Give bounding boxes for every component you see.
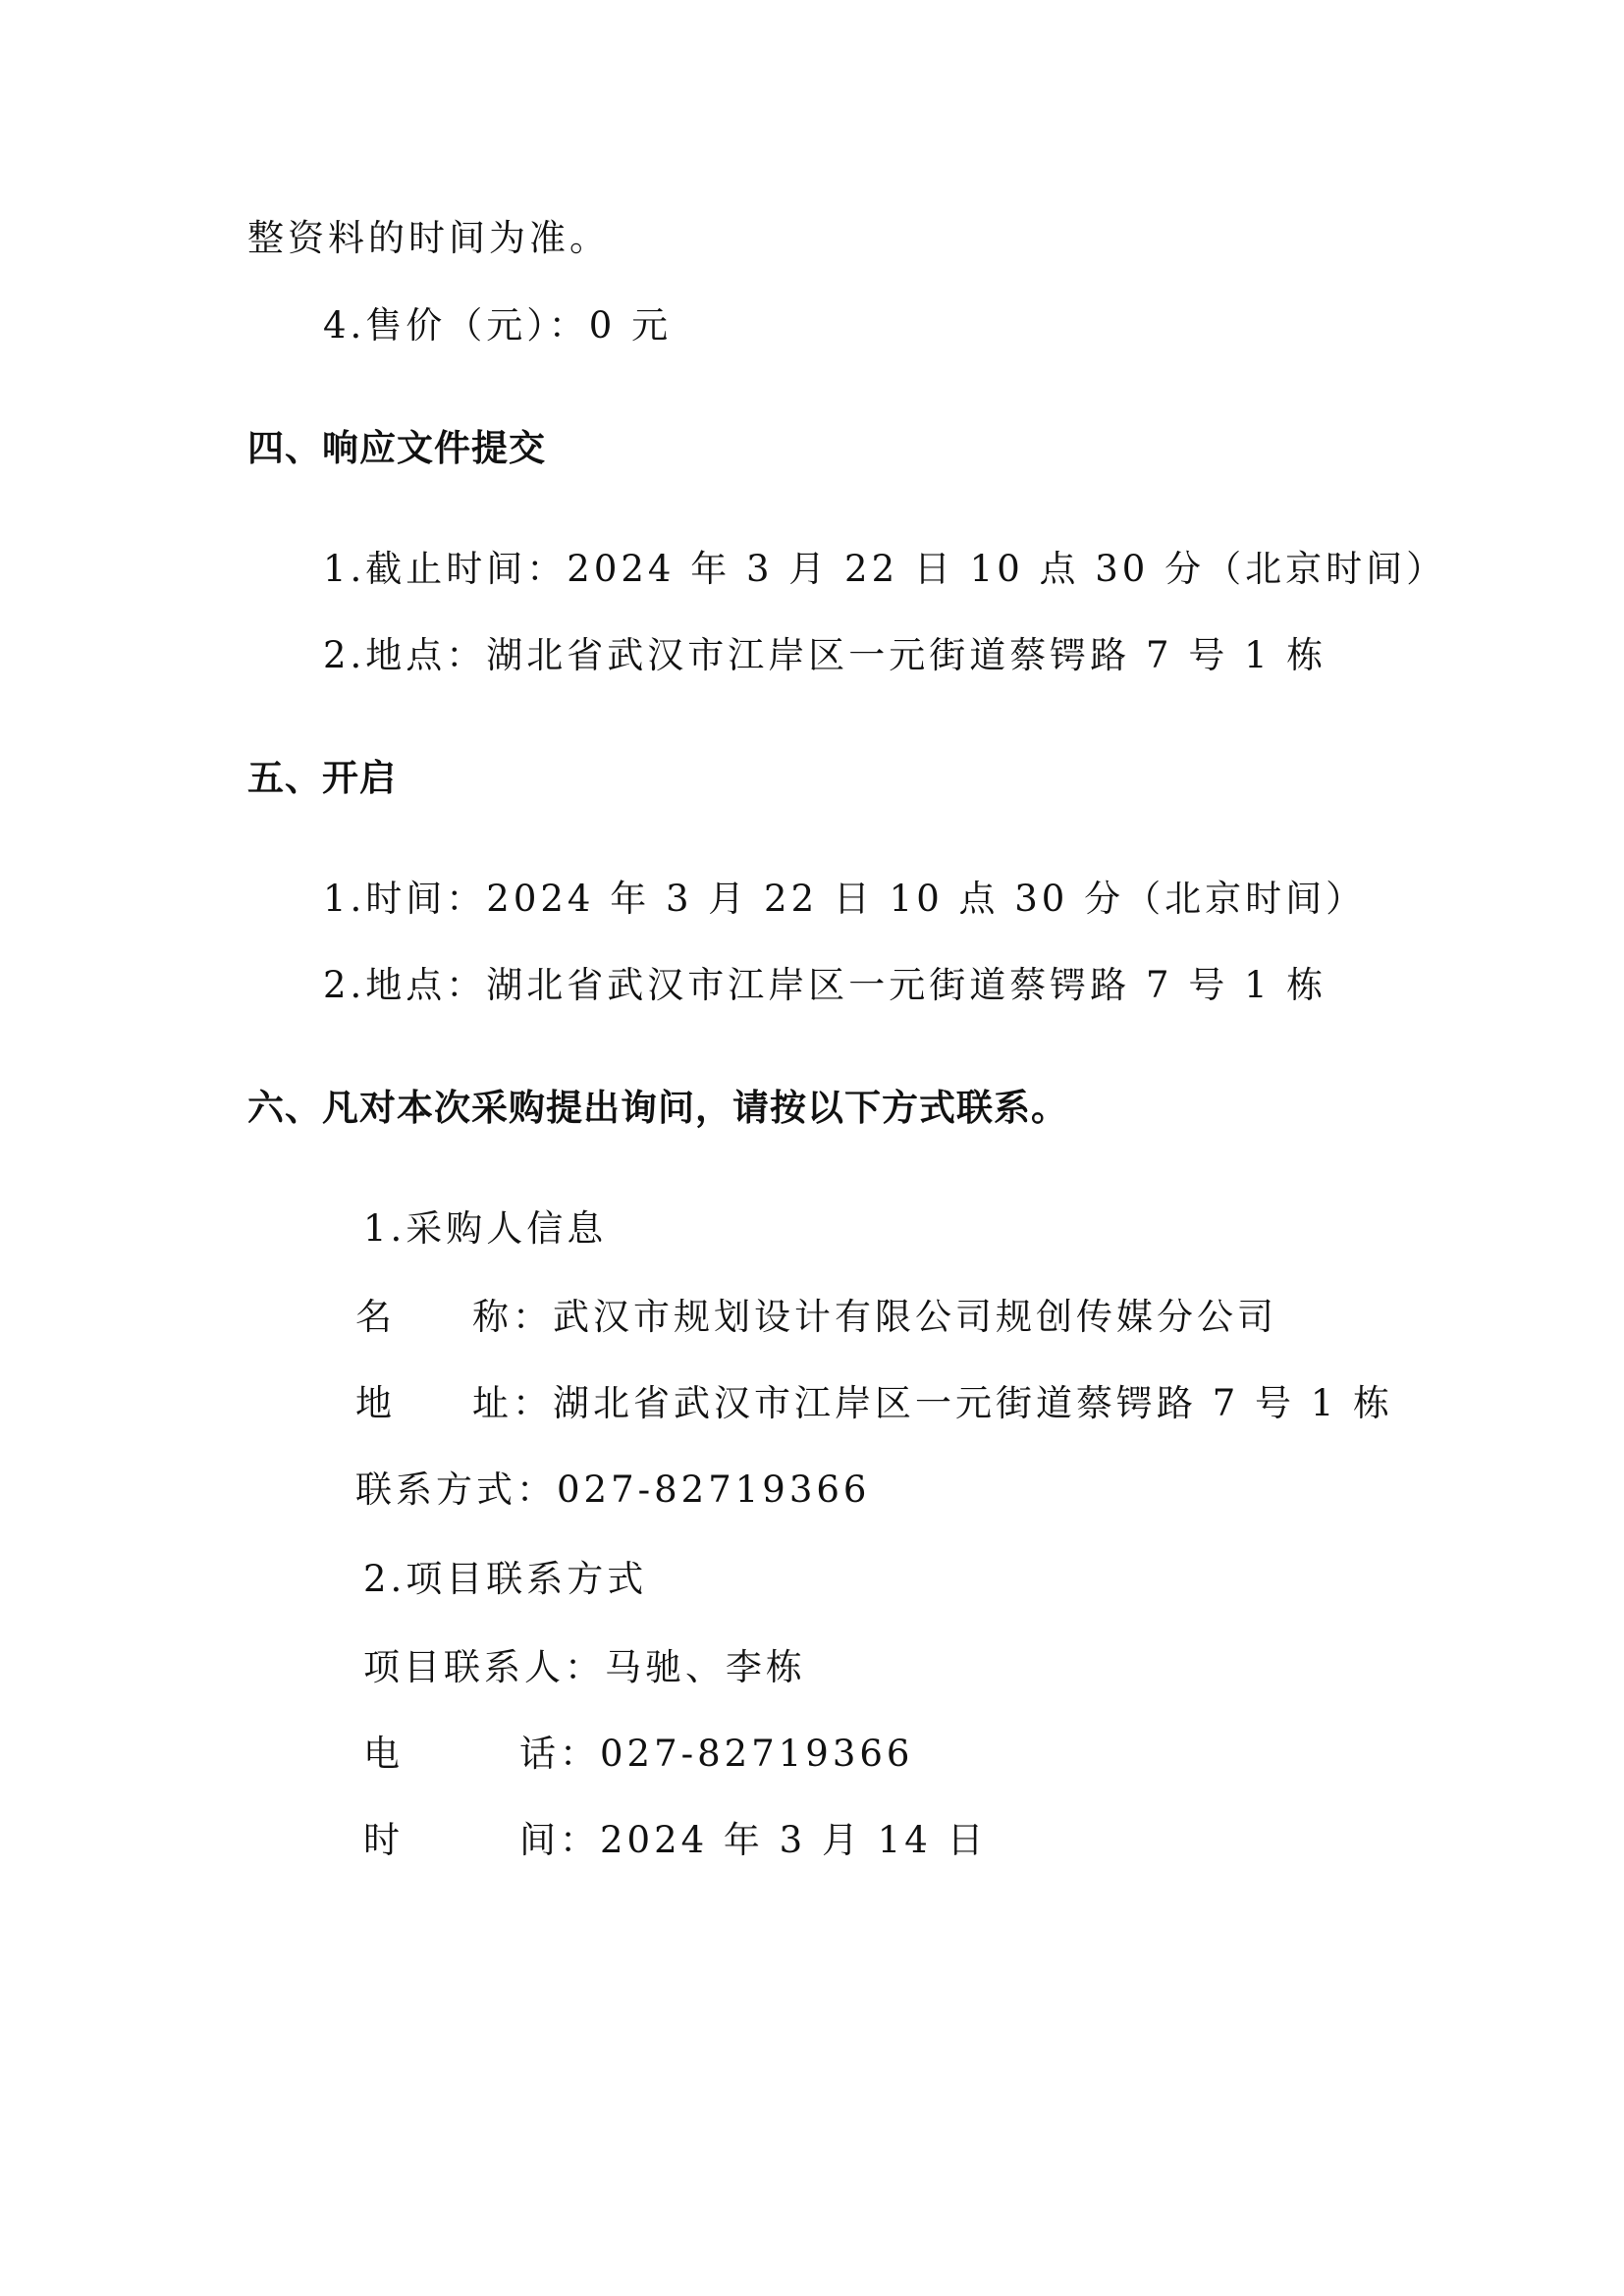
purchaser-info-title: 1.采购人信息 — [363, 1207, 608, 1250]
purchaser-name-row — [355, 1293, 1277, 1342]
purchaser-name-value: 武汉市规划设计有限公司规创传媒分公司 — [553, 1296, 1277, 1338]
purchaser-address-label-b: 址： — [472, 1382, 553, 1424]
project-contact-title: 2.项目联系方式 — [363, 1558, 648, 1600]
project-phone-value: 027-82719366 — [600, 1733, 914, 1775]
section-heading-submission: 四、响应文件提交 — [247, 427, 546, 469]
section-heading-contact: 六、凡对本次采购提出询问，请按以下方式联系。 — [247, 1087, 1068, 1129]
purchaser-contact-row — [355, 1466, 870, 1515]
project-date-label-b: 间： — [519, 1819, 600, 1861]
project-date-value: 2024 年 3 月 14 日 — [600, 1819, 988, 1861]
submission-location: 2.地点：湖北省武汉市江岸区一元街道蔡锷路 7 号 1 栋 — [323, 634, 1327, 676]
project-person-label: 项目联系人： — [363, 1646, 605, 1688]
project-person-value: 马驰、李栋 — [605, 1646, 806, 1688]
project-phone-label-b: 话： — [519, 1733, 600, 1775]
section-heading-opening: 五、开启 — [247, 757, 397, 799]
purchaser-address-label-a: 地 — [355, 1382, 396, 1424]
opening-time: 1.时间：2024 年 3 月 22 日 10 点 30 分（北京时间） — [323, 878, 1367, 920]
purchaser-name-label-a: 名 — [355, 1296, 396, 1338]
opening-location: 2.地点：湖北省武汉市江岸区一元街道蔡锷路 7 号 1 栋 — [323, 964, 1327, 1006]
project-phone-label-a: 电 — [363, 1733, 404, 1775]
sale-price: 4.售价（元）：0 元 — [323, 304, 673, 347]
purchaser-contact-value: 027-82719366 — [557, 1468, 871, 1511]
project-person-row — [363, 1643, 806, 1692]
purchaser-name-label-b: 称： — [472, 1296, 553, 1338]
project-date-row — [363, 1816, 988, 1865]
project-date-label-a: 时 — [363, 1819, 404, 1861]
purchaser-contact-label: 联系方式： — [355, 1468, 557, 1511]
intro-continuation: 整资料的时间为准。 — [247, 217, 610, 259]
purchaser-address-row — [355, 1379, 1393, 1428]
project-phone-row — [363, 1730, 913, 1779]
purchaser-address-value: 湖北省武汉市江岸区一元街道蔡锷路 7 号 1 栋 — [553, 1382, 1394, 1424]
submission-deadline: 1.截止时间：2024 年 3 月 22 日 10 点 30 分（北京时间） — [323, 548, 1447, 590]
